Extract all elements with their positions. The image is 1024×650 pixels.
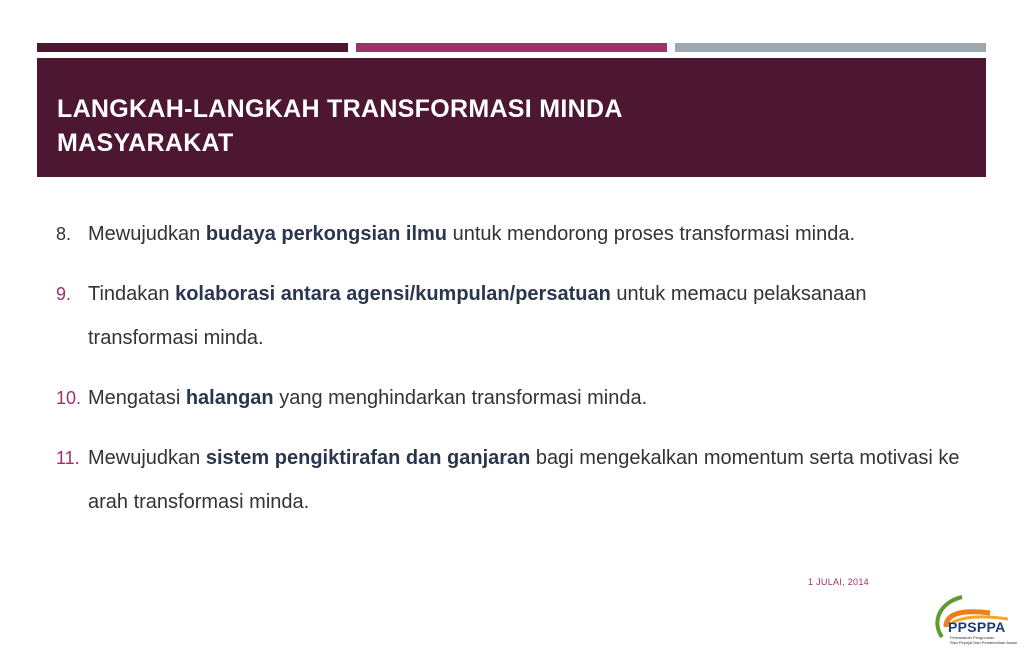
list-item — [56, 436, 976, 524]
slide-title-line-2: MASYARAKAT — [57, 129, 234, 157]
logo-subtitle-line-2: Sisa Pepejal Dan Pembersihan Awam — [950, 640, 1018, 645]
item-number: 11. — [56, 448, 80, 468]
item-keyword: halangan — [185, 387, 274, 409]
item-text-after: bagi mengekalkan momentum serta motivasi ke arah transformasi minda. — [88, 447, 960, 513]
top-bar-grey — [675, 43, 986, 52]
logo-name: PPSPPA — [948, 619, 1006, 635]
item-text-after: yang menghindarkan transformasi minda. — [273, 387, 648, 409]
item-text — [88, 376, 976, 420]
item-number: 8. — [56, 224, 72, 244]
item-text-after: untuk mendorong proses transformasi minda. — [447, 223, 855, 245]
slide-title-line-1: LANGKAH-LANGKAH TRANSFORMASI MINDA — [57, 95, 623, 123]
item-text-before: Mewujudkan — [88, 223, 206, 245]
logo-subtitle-line-1: Perbadanan Pengurusan — [950, 635, 995, 640]
item-number: 9. — [56, 284, 72, 304]
decorative-top-bars — [37, 43, 986, 52]
item-keyword: sistem pengiktirafan dan ganjaran — [205, 447, 531, 469]
top-bar-magenta — [356, 43, 667, 52]
item-text-before: Tindakan — [88, 283, 176, 305]
item-keyword: budaya perkongsian ilmu — [205, 223, 448, 245]
item-text-before: Mewujudkan — [88, 447, 206, 469]
title-band — [37, 58, 986, 177]
item-text — [88, 212, 976, 256]
item-text-before: Mengatasi — [88, 387, 186, 409]
top-bar-dark — [37, 43, 348, 52]
list-item — [56, 376, 976, 420]
item-keyword: kolaborasi antara agensi/kumpulan/persatuan — [175, 283, 611, 305]
item-number: 10. — [56, 388, 82, 408]
ppsppa-logo — [928, 593, 1022, 645]
list-item — [56, 272, 976, 360]
item-list — [56, 212, 976, 540]
slide-date: 1 JULAI, 2014 — [808, 577, 869, 587]
slide-title — [57, 92, 817, 160]
item-text-after: untuk memacu pelaksanaan transformasi minda. — [88, 283, 867, 349]
item-text — [88, 272, 976, 360]
logo-subtitle — [950, 635, 1022, 645]
list-item — [56, 212, 976, 256]
item-text — [88, 436, 976, 524]
